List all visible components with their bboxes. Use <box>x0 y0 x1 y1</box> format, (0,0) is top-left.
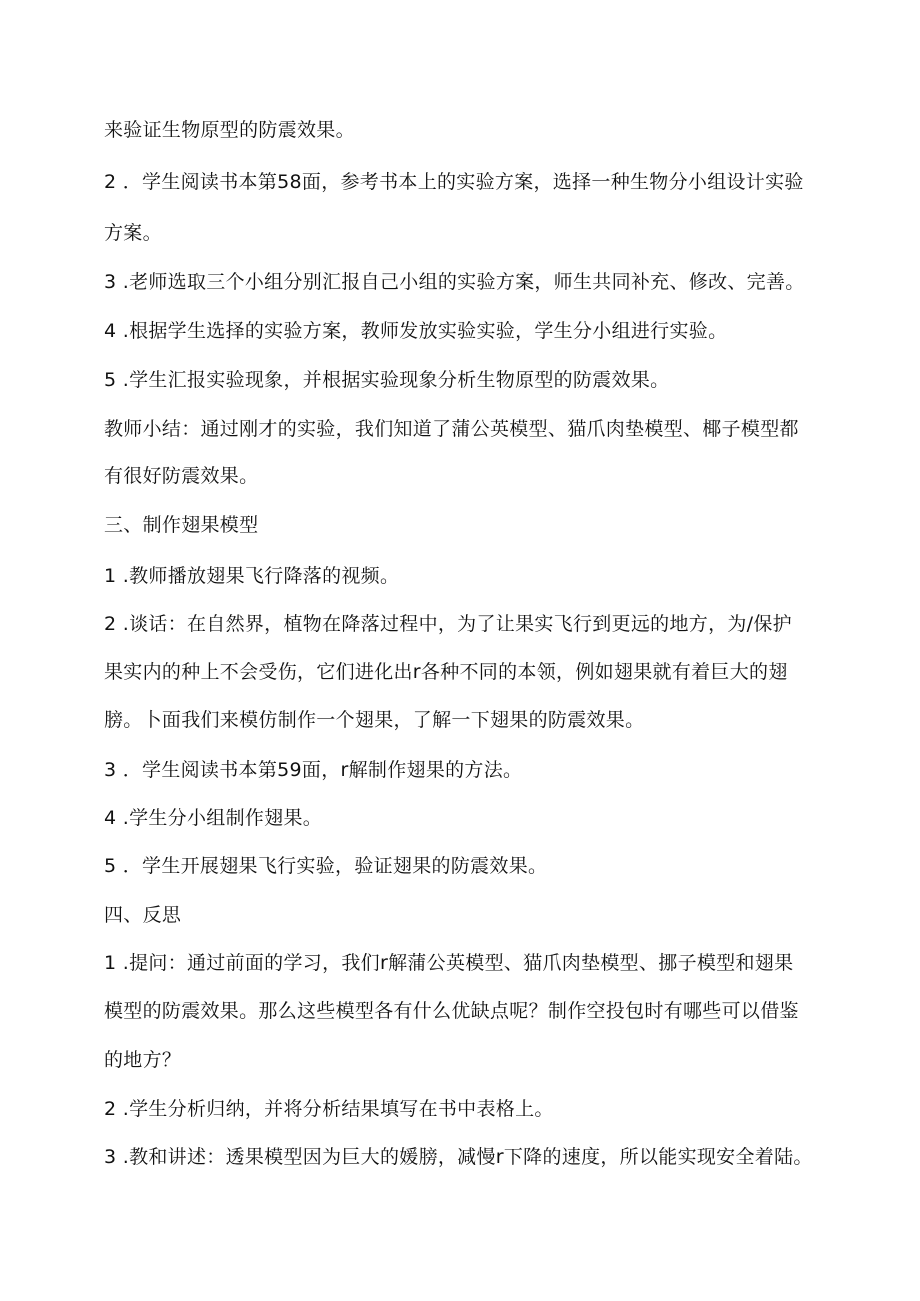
text-line: 2 .谈话：在自然界，植物在降落过程中，为了让果实飞行到更远的地方，为/保护 <box>104 613 792 635</box>
text-line: 3 .教和讲述：透果模型因为巨大的媛膀，减慢r下降的速度，所以能实现安全着陆。 <box>104 1146 813 1168</box>
text-line: 2 ．学生阅读书本第58面，参考书本上的实验方案，选择一种生物分小组设计实验 <box>104 171 804 193</box>
text-line: 1 .提问：通过前面的学习，我们r解蒲公英模型、猫爪肉垫模型、挪子模型和翅果 <box>104 952 794 974</box>
text-line: 5 .学生汇报实验现象，并根据实验现象分析生物原型的防震效果。 <box>104 369 670 391</box>
text-line: 有很好防震效果。 <box>104 465 259 487</box>
text-line: 膀。卜面我们来模仿制作一个翅果，了解一下翅果的防震效果。 <box>104 709 645 731</box>
text-line: 模型的防震效果。那么这些模型各有什么优缺点呢？制作空投包时有哪些可以借鉴 <box>104 1000 799 1022</box>
text-line: 3 ．学生阅读书本第59面，r解制作翅果的方法。 <box>104 759 523 781</box>
section-heading: 四、反思 <box>104 904 182 926</box>
text-line: 4 .根据学生选择的实验方案，教师发放实验实验，学生分小组进行实验。 <box>104 320 728 342</box>
text-line: 5 ．学生开展翅果飞行实验，验证翅果的防震效果。 <box>104 855 548 877</box>
text-line: 方案。 <box>104 222 162 244</box>
section-heading: 三、制作翅果模型 <box>104 514 259 536</box>
text-line: 4 .学生分小组制作翅果。 <box>104 807 323 829</box>
text-line: 来验证生物原型的防震效果。 <box>104 119 355 141</box>
text-line: 3 .老师选取三个小组分别汇报自己小组的实验方案，师生共同补充、修改、完善。 <box>104 271 805 293</box>
text-line: 2 .学生分析归纳，并将分析结果填写在书中表格上。 <box>104 1098 554 1120</box>
text-line: 的地方？ <box>104 1049 182 1071</box>
text-line: 果实内的种上不会受伤，它们进化出r各种不同的本领，例如翅果就有着巨大的翅 <box>104 661 788 683</box>
text-line: 教师小结：通过刚才的实验，我们知道了蒲公英模型、猫爪肉垫模型、椰子模型都 <box>104 418 799 440</box>
text-line: 1 .教师播放翅果飞行降落的视频。 <box>104 565 400 587</box>
